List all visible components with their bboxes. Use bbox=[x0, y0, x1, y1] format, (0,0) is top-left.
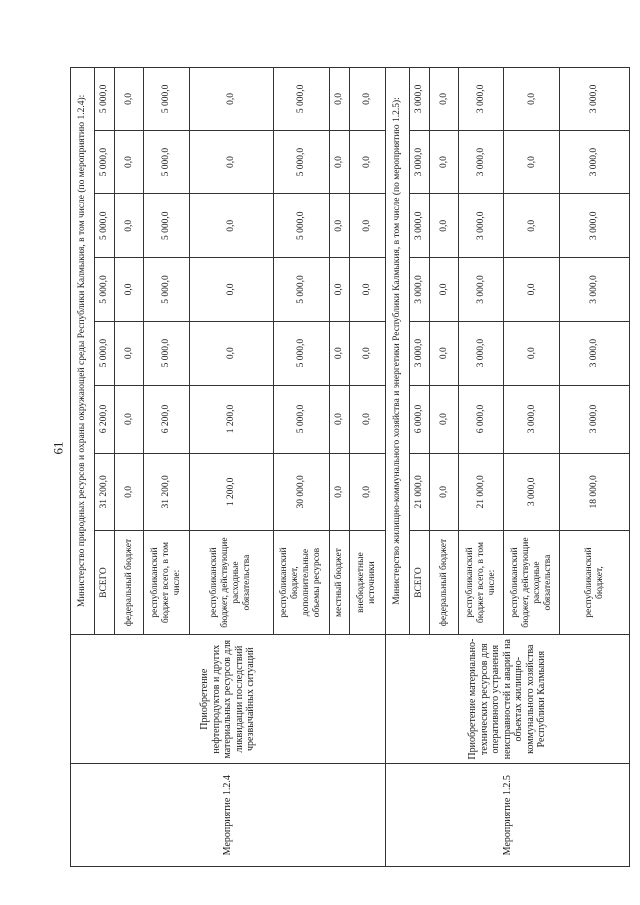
value-cell: 3 000,0 bbox=[560, 321, 630, 385]
value-cell: 0,0 bbox=[430, 130, 459, 194]
value-cell: 5 000,0 bbox=[144, 258, 190, 322]
value-cell: 3 000,0 bbox=[409, 194, 429, 258]
value-cell: 5 000,0 bbox=[94, 258, 114, 322]
value-cell: 5 000,0 bbox=[273, 258, 329, 322]
value-cell: 0,0 bbox=[329, 453, 349, 531]
value-cell: 0,0 bbox=[189, 258, 273, 322]
value-cell: 21 000,0 bbox=[458, 453, 504, 531]
value-cell: 0,0 bbox=[189, 130, 273, 194]
value-cell: 0,0 bbox=[430, 321, 459, 385]
value-cell: 5 000,0 bbox=[144, 130, 190, 194]
value-cell: 5 000,0 bbox=[273, 130, 329, 194]
value-cell: 3 000,0 bbox=[458, 68, 504, 131]
event-name-cell: Мероприятие 1.2.5 bbox=[385, 764, 629, 867]
value-cell: 5 000,0 bbox=[273, 194, 329, 258]
funding-source-cell: республиканский бюджет, действующие расходные обязательства bbox=[189, 531, 273, 635]
funding-source-cell: республиканский бюджет, bbox=[560, 531, 630, 635]
value-cell: 0,0 bbox=[115, 321, 144, 385]
funding-source-cell: внебюджетные источники bbox=[349, 531, 385, 635]
funding-source-cell: республиканский бюджет, действующие расходные обязательства bbox=[504, 531, 560, 635]
funding-source-cell: республиканский бюджет всего, в том числе: bbox=[144, 531, 190, 635]
funding-source-cell: республиканский бюджет, дополнительные объемы ресурсов bbox=[273, 531, 329, 635]
funding-source-cell: ВСЕГО bbox=[94, 531, 114, 635]
value-cell: 5 000,0 bbox=[273, 385, 329, 453]
value-cell: 3 000,0 bbox=[458, 130, 504, 194]
value-cell: 0,0 bbox=[189, 68, 273, 131]
value-cell: 5 000,0 bbox=[94, 68, 114, 131]
value-cell: 5 000,0 bbox=[94, 194, 114, 258]
event-description-cell: Приобретение нефтепродуктов и других материальных ресурсов для ликвидации последствий чрезвычайных ситуаций bbox=[71, 634, 386, 764]
value-cell: 0,0 bbox=[504, 68, 560, 131]
value-cell: 31 200,0 bbox=[94, 453, 114, 531]
value-cell: 0,0 bbox=[115, 453, 144, 531]
value-cell: 0,0 bbox=[430, 194, 459, 258]
value-cell: 31 200,0 bbox=[144, 453, 190, 531]
event-description-cell: Приобретение материально-технических ресурсов для оперативного устранения неисправностей и аварий на объектах жилищно-коммунального хозяйства Республики Калмыкия bbox=[385, 634, 629, 764]
value-cell: 0,0 bbox=[329, 68, 349, 131]
value-cell: 6 200,0 bbox=[144, 385, 190, 453]
page-number: 61 bbox=[50, 441, 66, 455]
value-cell: 1 200,0 bbox=[189, 453, 273, 531]
funding-source-cell: федеральный бюджет bbox=[115, 531, 144, 635]
value-cell: 6 200,0 bbox=[94, 385, 114, 453]
value-cell: 3 000,0 bbox=[560, 130, 630, 194]
value-cell: 1 200,0 bbox=[189, 385, 273, 453]
value-cell: 0,0 bbox=[504, 194, 560, 258]
value-cell: 5 000,0 bbox=[273, 68, 329, 131]
value-cell: 3 000,0 bbox=[458, 194, 504, 258]
value-cell: 0,0 bbox=[329, 258, 349, 322]
funding-source-cell: ВСЕГО bbox=[409, 531, 429, 635]
ministry-row bbox=[71, 68, 95, 867]
value-cell: 0,0 bbox=[189, 194, 273, 258]
value-cell: 3 000,0 bbox=[458, 258, 504, 322]
funding-source-cell: федеральный бюджет bbox=[430, 531, 459, 635]
value-cell: 0,0 bbox=[349, 321, 385, 385]
value-cell: 0,0 bbox=[349, 385, 385, 453]
ministry-line: Министерство жилищно-коммунального хозяйства и энергетики Республики Калмыкия, в том числе (по мероприятию 1.2.5): bbox=[385, 68, 409, 635]
value-cell: 5 000,0 bbox=[94, 321, 114, 385]
value-cell: 3 000,0 bbox=[458, 321, 504, 385]
value-cell: 0,0 bbox=[115, 258, 144, 322]
event-name-cell: Мероприятие 1.2.4 bbox=[71, 764, 386, 867]
funding-source-cell: местный бюджет bbox=[329, 531, 349, 635]
value-cell: 3 000,0 bbox=[560, 258, 630, 322]
value-cell: 0,0 bbox=[430, 453, 459, 531]
value-cell: 0,0 bbox=[329, 130, 349, 194]
value-cell: 3 000,0 bbox=[560, 385, 630, 453]
value-cell: 3 000,0 bbox=[409, 258, 429, 322]
value-cell: 0,0 bbox=[430, 68, 459, 131]
value-cell: 0,0 bbox=[115, 385, 144, 453]
value-cell: 0,0 bbox=[115, 68, 144, 131]
value-cell: 18 000,0 bbox=[560, 453, 630, 531]
value-cell: 6 000,0 bbox=[409, 385, 429, 453]
value-cell: 5 000,0 bbox=[273, 321, 329, 385]
ministry-row bbox=[385, 68, 409, 867]
value-cell: 21 000,0 bbox=[409, 453, 429, 531]
value-cell: 5 000,0 bbox=[144, 68, 190, 131]
value-cell: 5 000,0 bbox=[144, 194, 190, 258]
value-cell: 0,0 bbox=[430, 385, 459, 453]
value-cell: 0,0 bbox=[329, 194, 349, 258]
value-cell: 0,0 bbox=[430, 258, 459, 322]
value-cell: 0,0 bbox=[504, 130, 560, 194]
value-cell: 0,0 bbox=[189, 321, 273, 385]
value-cell: 5 000,0 bbox=[94, 130, 114, 194]
value-cell: 0,0 bbox=[349, 68, 385, 131]
ministry-line: Министерство природных ресурсов и охраны окружающей среды Республики Калмыкия, в том числе (по мероприятию 1.2.4): bbox=[71, 68, 95, 635]
value-cell: 3 000,0 bbox=[409, 130, 429, 194]
value-cell: 0,0 bbox=[329, 321, 349, 385]
value-cell: 30 000,0 bbox=[273, 453, 329, 531]
rotated-table-frame bbox=[70, 67, 630, 867]
value-cell: 3 000,0 bbox=[504, 453, 560, 531]
value-cell: 0,0 bbox=[349, 130, 385, 194]
value-cell: 0,0 bbox=[115, 130, 144, 194]
value-cell: 6 000,0 bbox=[458, 385, 504, 453]
value-cell: 5 000,0 bbox=[144, 321, 190, 385]
value-cell: 0,0 bbox=[349, 453, 385, 531]
value-cell: 0,0 bbox=[349, 258, 385, 322]
funding-source-cell: республиканский бюджет всего, в том числе: bbox=[458, 531, 504, 635]
value-cell: 3 000,0 bbox=[560, 68, 630, 131]
value-cell: 0,0 bbox=[115, 194, 144, 258]
value-cell: 0,0 bbox=[329, 385, 349, 453]
value-cell: 3 000,0 bbox=[504, 385, 560, 453]
value-cell: 0,0 bbox=[504, 321, 560, 385]
value-cell: 3 000,0 bbox=[409, 68, 429, 131]
budget-table bbox=[70, 67, 630, 867]
value-cell: 0,0 bbox=[504, 258, 560, 322]
value-cell: 3 000,0 bbox=[560, 194, 630, 258]
value-cell: 3 000,0 bbox=[409, 321, 429, 385]
value-cell: 0,0 bbox=[349, 194, 385, 258]
